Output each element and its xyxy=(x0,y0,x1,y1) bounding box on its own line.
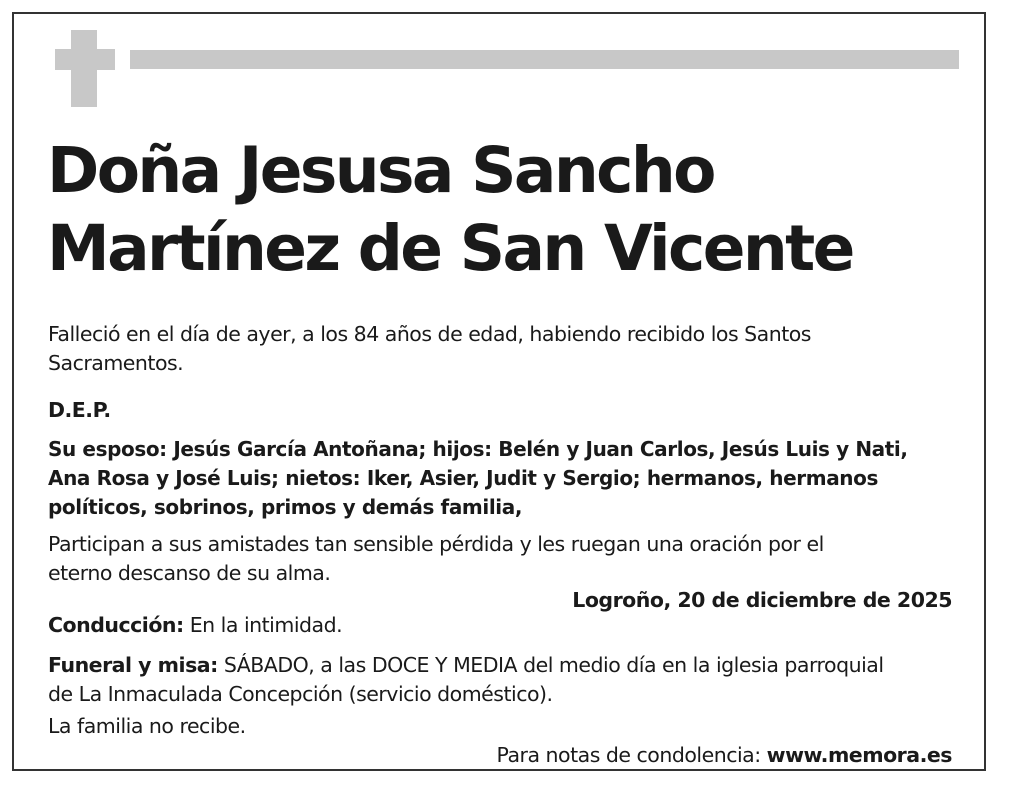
place-date: Logroño, 20 de diciembre de 2025 xyxy=(572,588,952,612)
cross-horizontal-bar xyxy=(55,49,115,70)
death-announcement xyxy=(48,320,958,378)
no-visits-note: La familia no recibe. xyxy=(48,714,246,738)
condolence-website-link[interactable]: www.memora.es xyxy=(766,743,952,767)
death-announcement-line-1: Falleció en el día de ayer, a los 84 años de edad, habiendo recibido los Santos xyxy=(48,322,811,346)
prayer-request xyxy=(48,530,958,588)
funeral-value-line-1: SÁBADO, a las DOCE Y MEDIA del medio día en la iglesia parroquial xyxy=(217,653,884,677)
deceased-name xyxy=(47,132,967,288)
condolence-note xyxy=(497,741,952,770)
header-rule xyxy=(130,50,959,69)
funeral-label: Funeral y misa: xyxy=(48,653,218,677)
funeral-value-line-2: de La Inmaculada Concepción (servicio doméstico). xyxy=(48,682,553,706)
prayer-request-line-1: Participan a sus amistades tan sensible pérdida y les ruegan una oración por el xyxy=(48,532,824,556)
conduction-label: Conducción: xyxy=(48,613,184,637)
condolence-label: Para notas de condolencia: xyxy=(496,743,767,767)
family-list-line-1: Su esposo: Jesús García Antoñana; hijos: Belén y Juan Carlos, Jesús Luis y Nati, xyxy=(48,437,908,461)
family-list xyxy=(48,435,958,522)
conduction-value: En la intimidad. xyxy=(183,613,343,637)
funeral-info xyxy=(48,651,958,709)
family-list-line-3: políticos, sobrinos, primos y demás familia, xyxy=(48,495,523,519)
death-announcement-line-2: Sacramentos. xyxy=(48,351,184,375)
rip-abbreviation: D.E.P. xyxy=(48,398,111,422)
deceased-name-line-1: Doña Jesusa Sancho xyxy=(47,134,714,207)
family-list-line-2: Ana Rosa y José Luis; nietos: Iker, Asier, Judit y Sergio; hermanos, hermanos xyxy=(48,466,878,490)
prayer-request-line-2: eterno descanso de su alma. xyxy=(48,561,331,585)
deceased-name-line-2: Martínez de San Vicente xyxy=(47,212,853,285)
conduction-info xyxy=(48,611,958,640)
